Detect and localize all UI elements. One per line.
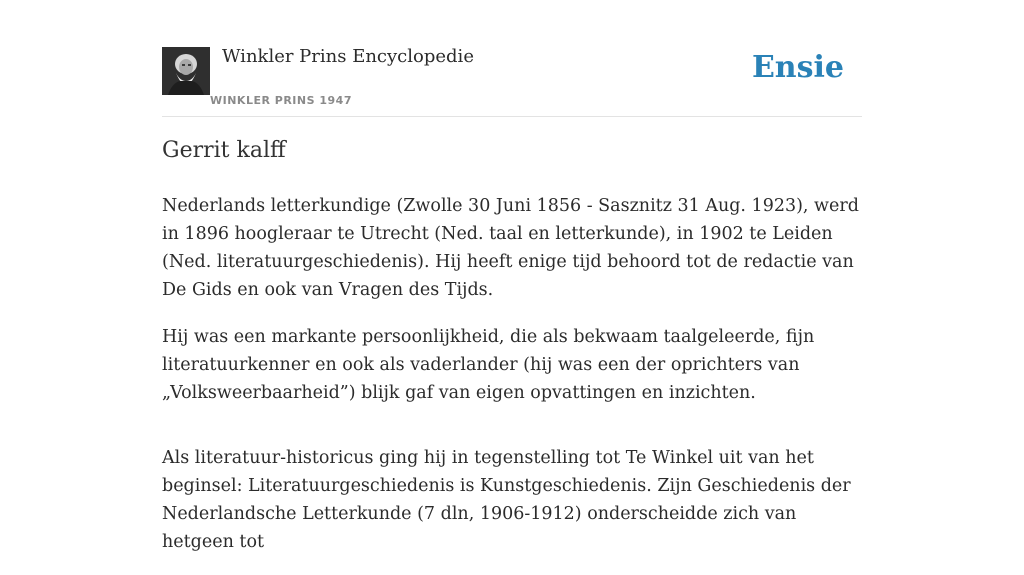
source-subtitle: WINKLER PRINS 1947 [210,94,352,107]
article-body [162,192,862,575]
source-header [162,0,862,117]
article-paragraph: Hij was een markante persoonlijkheid, die als bekwaam taalgeleerde, fijn literatuurkenner en ook als vaderlander (hij was een der oprichters van „Volksweerbaarheid”) blijk gaf van eigen opvattingen en inzichten. [162,327,815,403]
source-title[interactable]: Winkler Prins Encyclopedie [222,46,474,67]
page [162,0,862,552]
article-paragraph: Als literatuur-historicus ging hij in tegenstelling tot Te Winkel uit van het beginsel: Literatuurgeschiedenis is Kunstgeschiedenis. Zijn Geschiedenis der Nederlandsche Letterkunde (7 dln, 1906-1912) onderscheidde zich van hetgeen tot [162,448,851,552]
article-paragraph: Nederlands letterkundige (Zwolle 30 Juni 1856 - Sasznitz 31 Aug. 1923), werd in 1896 hoogleraar te Utrecht (Ned. taal en letterkunde), in 1902 te Leiden (Ned. literatuurgeschiedenis). Hij heeft enige tijd behoord tot de redactie van De Gids en ook van Vragen des Tijds. [162,196,859,300]
brand-logo-link[interactable]: Ensie [751,50,844,85]
avatar[interactable] [162,47,210,95]
portrait-image [162,47,210,95]
article-title: Gerrit kalff [162,138,286,163]
